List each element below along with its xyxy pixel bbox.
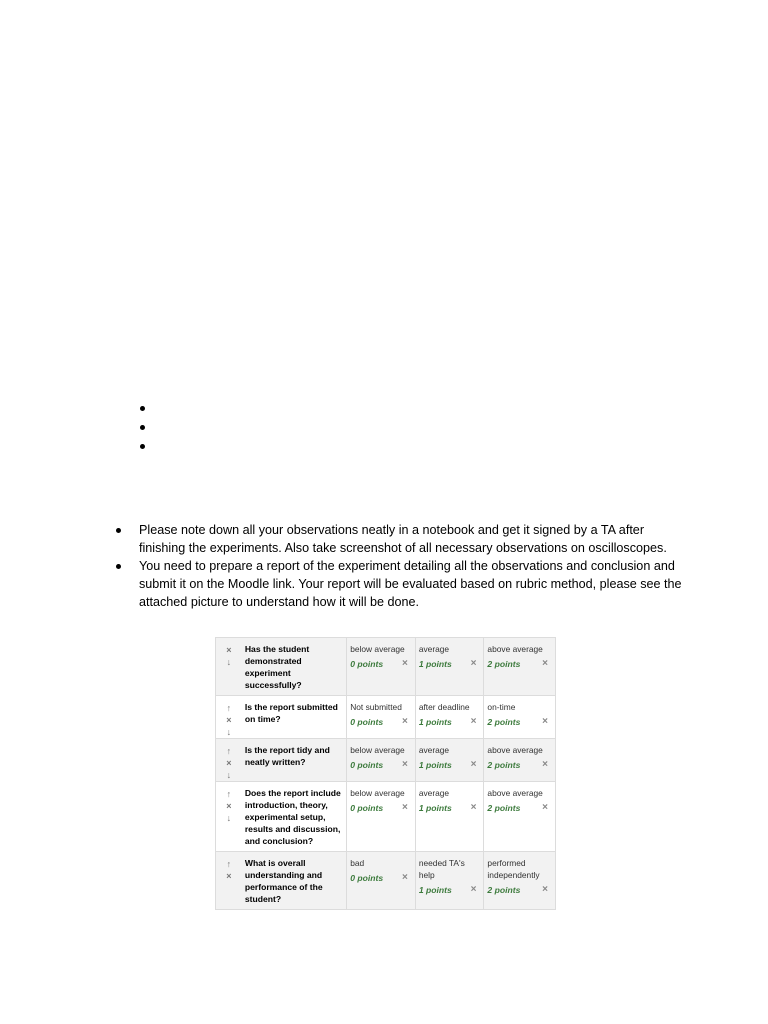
delete-criterion-icon[interactable]: ×	[226, 801, 232, 811]
rating-points-row	[487, 884, 552, 896]
empty-bullet-list	[140, 406, 145, 463]
rating-cell	[347, 852, 416, 909]
row-controls	[216, 739, 242, 781]
move-down-icon[interactable]: ↓	[226, 727, 232, 737]
delete-criterion-icon[interactable]: ×	[226, 715, 232, 725]
rating-cell	[484, 852, 555, 909]
move-up-icon[interactable]: ↑	[226, 859, 232, 869]
rating-points: 1 points	[418, 659, 452, 669]
rating-points: 2 points	[487, 885, 521, 895]
delete-rating-icon[interactable]: ×	[470, 884, 477, 895]
empty-bullet	[140, 444, 145, 449]
rating-cell	[347, 782, 416, 851]
rating-cell	[347, 739, 416, 781]
delete-rating-icon[interactable]: ×	[401, 872, 408, 883]
rating-points-row	[487, 658, 552, 670]
instruction-list	[114, 521, 684, 611]
delete-criterion-icon[interactable]: ×	[226, 758, 232, 768]
rating-cell	[484, 782, 555, 851]
rating-label: bad	[350, 858, 365, 868]
criterion-text: Has the student demonstrated experiment successfully?	[242, 638, 347, 695]
rubric-row	[216, 852, 555, 909]
criterion-text: Does the report include introduction, theory, experimental setup, results and discussion, and conclusion?	[242, 782, 347, 851]
rating-label: Not submitted	[350, 702, 402, 712]
rating-label: above average	[487, 745, 543, 755]
rating-points-row	[350, 872, 412, 884]
criterion-text: Is the report tidy and neatly written?	[242, 739, 347, 781]
rating-label: below average	[350, 745, 405, 755]
rating-cell	[347, 696, 416, 738]
rubric-row	[216, 638, 555, 696]
rating-points-row	[419, 759, 481, 771]
rating-cell	[416, 696, 485, 738]
delete-rating-icon[interactable]: ×	[542, 802, 548, 813]
move-up-icon[interactable]: ↑	[226, 703, 232, 713]
row-controls	[216, 782, 242, 851]
delete-rating-icon[interactable]: ×	[470, 802, 477, 813]
move-up-icon[interactable]: ↑	[226, 746, 232, 756]
move-down-icon[interactable]: ↓	[226, 770, 232, 780]
rating-points-row	[350, 759, 412, 771]
rating-cell	[416, 638, 485, 695]
rubric-table	[215, 637, 556, 910]
bullet-icon	[116, 528, 121, 533]
rating-cell	[416, 739, 485, 781]
delete-rating-icon[interactable]: ×	[542, 884, 548, 895]
rating-cell	[484, 638, 555, 695]
rating-cell	[416, 852, 485, 909]
rating-points: 2 points	[487, 717, 521, 727]
delete-rating-icon[interactable]: ×	[401, 802, 408, 813]
rating-points: 1 points	[418, 803, 452, 813]
instruction-item	[114, 557, 684, 611]
rating-cell	[484, 696, 555, 738]
rating-points: 0 points	[350, 717, 384, 727]
criterion-text: Is the report submitted on time?	[242, 696, 347, 738]
rating-points-row	[419, 884, 481, 896]
row-controls	[216, 638, 242, 695]
delete-rating-icon[interactable]: ×	[401, 658, 408, 669]
rating-label: performed independently	[487, 858, 540, 880]
rating-points-row	[350, 716, 412, 728]
empty-bullet	[140, 425, 145, 430]
rating-label: below average	[350, 644, 405, 654]
rating-cell	[484, 739, 555, 781]
rating-points-row	[487, 802, 552, 814]
delete-rating-icon[interactable]: ×	[401, 759, 408, 770]
delete-rating-icon[interactable]: ×	[542, 658, 548, 669]
rubric-row	[216, 782, 555, 852]
rating-points: 1 points	[418, 885, 452, 895]
row-controls	[216, 852, 242, 909]
rating-points: 2 points	[487, 760, 521, 770]
rating-label: above average	[487, 644, 543, 654]
rating-points-row	[419, 716, 481, 728]
delete-rating-icon[interactable]: ×	[401, 716, 408, 727]
rating-points: 2 points	[487, 659, 521, 669]
rating-label: on-time	[487, 702, 516, 712]
empty-bullet	[140, 406, 145, 411]
row-controls	[216, 696, 242, 738]
rating-label: after deadline	[418, 702, 470, 712]
delete-rating-icon[interactable]: ×	[470, 658, 477, 669]
move-down-icon[interactable]: ↓	[226, 813, 232, 823]
rating-label: average	[418, 745, 450, 755]
rating-points: 0 points	[350, 803, 384, 813]
rating-points-row	[419, 802, 481, 814]
delete-rating-icon[interactable]: ×	[542, 716, 548, 727]
delete-rating-icon[interactable]: ×	[542, 759, 548, 770]
rating-points-row	[487, 716, 552, 728]
rating-label: below average	[350, 788, 405, 798]
instruction-text: Please note down all your observations neatly in a notebook and get it signed by a TA after finishing the experiments. Also take screenshot of all necessary observations on oscilloscopes.	[139, 523, 667, 555]
delete-rating-icon[interactable]: ×	[470, 759, 477, 770]
instruction-text: You need to prepare a report of the experiment detailing all the observations and conclusion and submit it on the Moodle link. Your report will be evaluated based on rubric method, please see the attached picture to understand how it will be done.	[139, 559, 682, 609]
rating-points-row	[419, 658, 481, 670]
rating-label: average	[418, 644, 450, 654]
rubric-row	[216, 696, 555, 739]
bullet-icon	[116, 564, 121, 569]
instruction-item	[114, 521, 684, 557]
delete-criterion-icon[interactable]: ×	[226, 871, 232, 881]
rating-label: needed TA's help	[418, 858, 465, 880]
rating-points: 1 points	[418, 760, 452, 770]
rating-points: 1 points	[418, 717, 452, 727]
rating-points-row	[487, 759, 552, 771]
move-up-icon[interactable]: ↑	[226, 789, 232, 799]
delete-criterion-icon[interactable]: ×	[226, 645, 232, 655]
rating-label: above average	[487, 788, 543, 798]
rating-points-row	[350, 802, 412, 814]
rating-points: 2 points	[487, 803, 521, 813]
move-down-icon[interactable]: ↓	[226, 657, 232, 667]
rating-cell	[347, 638, 416, 695]
rating-points-row	[350, 658, 412, 670]
rubric-row	[216, 739, 555, 782]
rating-points: 0 points	[350, 760, 384, 770]
rating-label: average	[418, 788, 450, 798]
rating-cell	[416, 782, 485, 851]
criterion-text: What is overall understanding and performance of the student?	[242, 852, 347, 909]
rating-points: 0 points	[350, 873, 384, 883]
rating-points: 0 points	[350, 659, 384, 669]
delete-rating-icon[interactable]: ×	[470, 716, 477, 727]
